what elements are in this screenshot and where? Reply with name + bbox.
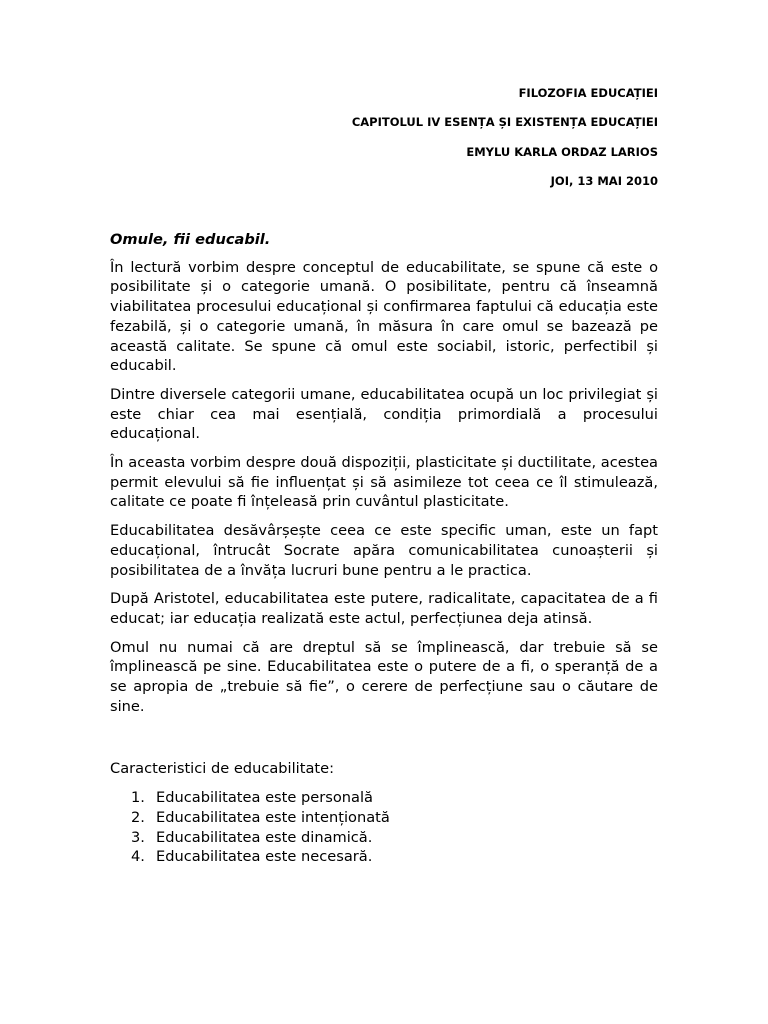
chapter-title: CAPITOLUL IV ESENȚA ȘI EXISTENȚA EDUCAȚIEI <box>351 115 658 130</box>
paragraph: Omul nu numai că are dreptul să se împlinească, dar trebuie să se împlinească pe sine. Educabilitatea este o putere de a fi, o speranță de a se apropia de „trebuie să fie”, o cerere de perfecțiune sau o căutare de sine. <box>110 638 658 715</box>
document-date: JOI, 13 MAI 2010 <box>550 173 658 188</box>
paragraph: În aceasta vorbim despre două dispoziții, plasticitate și ductilitate, acestea permit elevului să fie influențat și să asimileze tot ceea ce îl stimulează, calitate ce poate fi înțeleasă prin cuvântul plasticitate. <box>110 454 658 511</box>
paragraph: După Aristotel, educabilitatea este putere, radicalitate, capacitatea de a fi educat; iar educația realizată este actul, perfecțiunea deja atinsă. <box>110 590 658 627</box>
list-item-number: 3. <box>131 828 145 846</box>
course-title: FILOZOFIA EDUCAȚIEI <box>518 86 658 100</box>
list-item <box>110 788 658 808</box>
list-item-text: Educabilitatea este intenționată <box>156 808 390 826</box>
list-item-number: 2. <box>131 808 145 826</box>
list-title: Caracteristici de educabilitate: <box>110 760 335 778</box>
list-item <box>110 828 658 848</box>
characteristics-list <box>110 788 658 867</box>
section-heading: Omule, fii educabil. <box>110 231 271 248</box>
list-item-text: Educabilitatea este personală <box>156 789 373 807</box>
paragraph: În lectură vorbim despre conceptul de educabilitate, se spune că este o posibilitate și o categorie umană. O posibilitate, pentru că înseamnă viabilitatea procesului educațional și confirmarea faptului că educația este fezabilă, și o categorie umană, în măsura în care omul se bazează pe această calitate. Se spune că omul este sociabil, istoric, perfectibil și educabil. <box>110 258 658 375</box>
list-item-text: Educabilitatea este dinamică. <box>156 828 373 846</box>
document-header <box>352 86 658 203</box>
document-body <box>110 230 658 867</box>
list-item-number: 1. <box>131 789 145 807</box>
author-name: EMYLU KARLA ORDAZ LARIOS <box>466 144 658 159</box>
list-item-number: 4. <box>131 848 145 866</box>
paragraph: Dintre diversele categorii umane, educabilitatea ocupă un loc privilegiat și este chiar cea mai esențială, condiția primordială a procesului educațional. <box>110 385 658 443</box>
paragraph: Educabilitatea desăvârșește ceea ce este specific uman, este un fapt educațional, întrucât Socrate apăra comunicabilitatea cunoașterii și posibilitatea de a învăța lucruri bune pentru a le practica. <box>110 522 658 579</box>
list-item <box>110 847 658 867</box>
list-item <box>110 808 658 828</box>
list-item-text: Educabilitatea este necesară. <box>156 848 373 866</box>
